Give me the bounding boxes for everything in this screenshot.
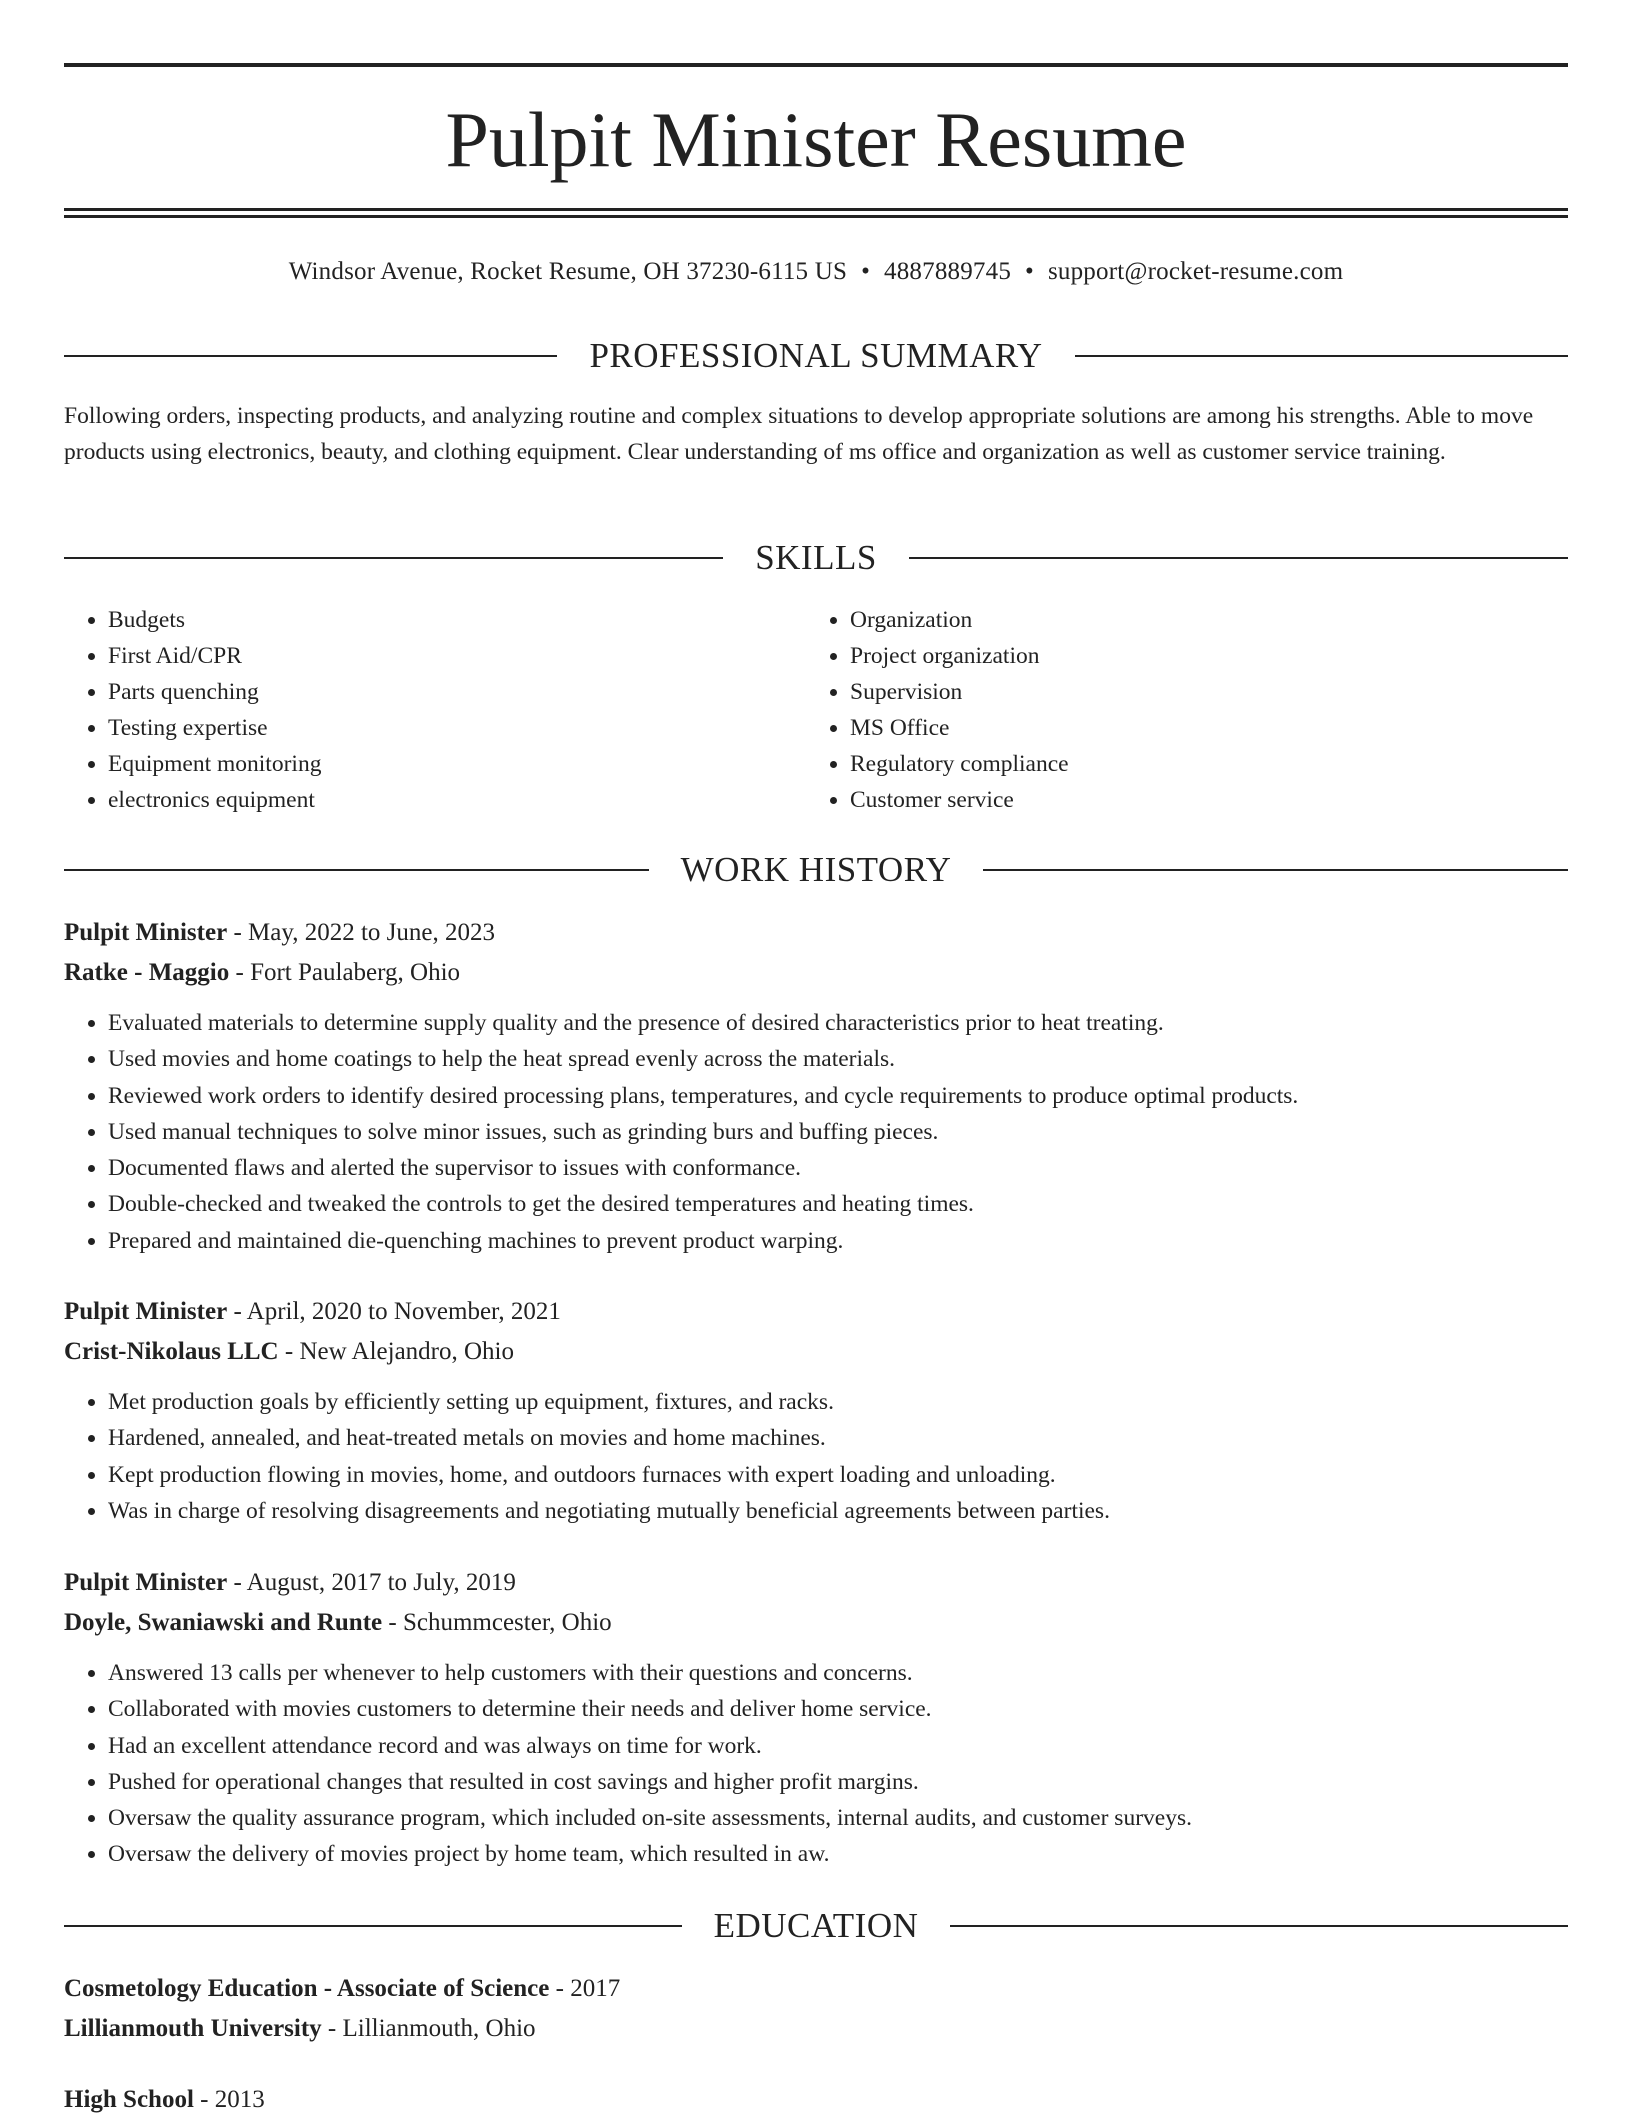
job-title-line	[64, 913, 1568, 953]
job-company: Doyle, Swaniawski and Runte	[64, 1609, 383, 1636]
skill-item: • Equipment monitoring	[108, 746, 806, 782]
top-rule	[64, 63, 1568, 67]
contact-phone: 4887889745	[884, 258, 1012, 285]
job-bullet: • Used manual techniques to solve minor issues, such as grinding burs and buffing pieces.	[108, 1114, 1568, 1150]
edu-degree: Cosmetology Education - Associate of Science	[64, 1975, 550, 2002]
education-entry	[64, 2080, 1568, 2120]
resume-title: Pulpit Minister Resume	[445, 96, 1187, 183]
job-title: Pulpit Minister	[64, 1569, 228, 1596]
job-dates: - April, 2020 to November, 2021	[227, 1298, 561, 1325]
title-double-rule	[64, 208, 1568, 218]
heading-rule	[909, 557, 1568, 559]
heading-rule	[64, 355, 557, 357]
skill-item: • Supervision	[850, 674, 1548, 710]
job-bullet: • Reviewed work orders to identify desired processing plans, temperatures, and cycle requirements to produce optimal products.	[108, 1078, 1568, 1114]
heading-rule	[983, 869, 1568, 871]
skill-item: • Project organization	[850, 638, 1548, 674]
job-bullet: • Was in charge of resolving disagreements and negotiating mutually beneficial agreements between parties.	[108, 1493, 1568, 1529]
skill-item: • Customer service	[850, 782, 1548, 818]
section-heading-education	[64, 1904, 1568, 1948]
skill-item: • electronics equipment	[108, 782, 806, 818]
section-title: PROFESSIONAL SUMMARY	[589, 336, 1043, 375]
heading-rule	[64, 1925, 682, 1927]
job-bullet: • Oversaw the delivery of movies project by home team, which resulted in aw.	[108, 1836, 1568, 1872]
job-company-line	[64, 1332, 1568, 1372]
job-location: - Schummcester, Ohio	[382, 1609, 612, 1636]
education-entry	[64, 1969, 1568, 2049]
skill-item: • Budgets	[108, 602, 806, 638]
contact-email: support@rocket-resume.com	[1047, 258, 1344, 285]
heading-rule	[64, 557, 723, 559]
job-entry	[64, 1563, 1568, 1873]
edu-year: - 2013	[193, 2086, 265, 2113]
job-bullet: • Oversaw the quality assurance program, which included on-site assessments, internal audits, and customer surveys.	[108, 1800, 1568, 1836]
job-title: Pulpit Minister	[64, 919, 228, 946]
edu-school: Lillianmouth University	[64, 2015, 322, 2042]
section-title: SKILLS	[755, 538, 877, 577]
edu-degree-line	[64, 2080, 1568, 2120]
job-bullet: • Answered 13 calls per whenever to help customers with their questions and concerns.	[108, 1655, 1568, 1691]
job-bullets	[64, 1384, 1568, 1529]
heading-rule	[64, 869, 649, 871]
contact-address: Windsor Avenue, Rocket Resume, OH 37230-6115 US	[288, 258, 848, 285]
job-bullets	[64, 1005, 1568, 1259]
section-title: WORK HISTORY	[680, 850, 952, 889]
contact-separator: •	[1025, 258, 1034, 285]
skills-list	[64, 602, 1568, 818]
job-dates: - August, 2017 to July, 2019	[227, 1569, 516, 1596]
skill-item: • Organization	[850, 602, 1548, 638]
skill-item: • First Aid/CPR	[108, 638, 806, 674]
job-bullet: • Met production goals by efficiently setting up equipment, fixtures, and racks.	[108, 1384, 1568, 1420]
summary-text: Following orders, inspecting products, and analyzing routine and complex situations to develop appropriate solutions are among his strengths. Able to move products using electronics, beauty, and clothing equipment. Clear understanding of ms office and organization as well as customer service training.	[64, 403, 1534, 465]
job-dates: - May, 2022 to June, 2023	[227, 919, 495, 946]
contact-line	[64, 254, 1568, 290]
job-company: Crist-Nikolaus LLC	[64, 1338, 279, 1365]
job-entry	[64, 913, 1568, 1259]
section-heading-work	[64, 848, 1568, 892]
job-bullet: • Had an excellent attendance record and was always on time for work.	[108, 1728, 1568, 1764]
job-company-line	[64, 1603, 1568, 1643]
contact-separator: •	[861, 258, 871, 285]
skills-column-left	[64, 602, 806, 818]
job-bullet: • Used movies and home coatings to help the heat spread evenly across the materials.	[108, 1041, 1568, 1077]
job-entry	[64, 1292, 1568, 1529]
job-bullet: • Pushed for operational changes that resulted in cost savings and higher profit margins.	[108, 1764, 1568, 1800]
skills-column-right	[806, 602, 1548, 818]
job-company: Ratke - Maggio	[64, 959, 230, 986]
job-bullet: • Collaborated with movies customers to determine their needs and deliver home service.	[108, 1691, 1568, 1727]
edu-year: - 2017	[549, 1975, 621, 2002]
job-bullets	[64, 1655, 1568, 1873]
job-location: - New Alejandro, Ohio	[278, 1338, 514, 1365]
section-title: EDUCATION	[713, 1906, 919, 1945]
job-title: Pulpit Minister	[64, 1298, 228, 1325]
skill-item: • MS Office	[850, 710, 1548, 746]
edu-school-line	[64, 2009, 1568, 2049]
job-bullet: • Prepared and maintained die-quenching machines to prevent product warping.	[108, 1223, 1568, 1259]
section-heading-skills	[64, 536, 1568, 580]
heading-rule	[950, 1925, 1568, 1927]
edu-degree: High School	[64, 2086, 194, 2113]
job-title-line	[64, 1563, 1568, 1603]
heading-rule	[1075, 355, 1568, 357]
job-bullet: • Evaluated materials to determine supply quality and the presence of desired characteristics prior to heat treating.	[108, 1005, 1568, 1041]
skill-item: • Regulatory compliance	[850, 746, 1548, 782]
skill-item: • Testing expertise	[108, 710, 806, 746]
job-company-line	[64, 953, 1568, 993]
section-heading-summary	[64, 334, 1568, 378]
job-bullet: • Hardened, annealed, and heat-treated metals on movies and home machines.	[108, 1420, 1568, 1456]
job-bullet: • Documented flaws and alerted the supervisor to issues with conformance.	[108, 1150, 1568, 1186]
skill-item: • Parts quenching	[108, 674, 806, 710]
edu-location: - Lillianmouth, Ohio	[321, 2015, 536, 2042]
job-bullet: • Double-checked and tweaked the controls to get the desired temperatures and heating times.	[108, 1186, 1568, 1222]
job-bullet: • Kept production flowing in movies, home, and outdoors furnaces with expert loading and unloading.	[108, 1457, 1568, 1493]
job-location: - Fort Paulaberg, Ohio	[229, 959, 461, 986]
edu-degree-line	[64, 1969, 1568, 2009]
job-title-line	[64, 1292, 1568, 1332]
